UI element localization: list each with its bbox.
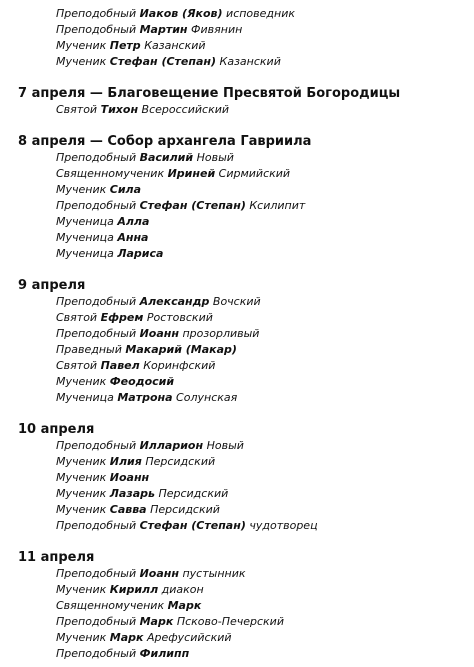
saint-entry [56, 502, 220, 518]
saint-title: Мученица [56, 215, 114, 228]
saint-entry [56, 38, 206, 54]
saint-name: Илларион [139, 439, 204, 452]
saint-entry [56, 582, 204, 598]
saint-epithet: Персидский [145, 455, 216, 468]
saint-name: Тихон [100, 103, 139, 116]
saint-epithet: Псково-Печерский [176, 615, 284, 628]
saint-entry [56, 150, 234, 166]
saint-epithet: Персидский [158, 487, 229, 500]
saint-entry [56, 22, 242, 38]
date-heading: 7 апреля — Благовещение Пресвятой Богородицы [18, 86, 401, 101]
saint-name: Василий [139, 151, 194, 164]
saint-title: Мученик [56, 503, 107, 516]
saint-name: Марк [167, 599, 202, 612]
saint-entry [56, 486, 228, 502]
saint-entry [56, 230, 148, 246]
saint-epithet: Коринфский [143, 359, 216, 372]
saint-epithet: Арефусийский [146, 631, 232, 644]
saint-name: Стефан (Степан) [109, 55, 217, 68]
saint-epithet: Вочский [212, 295, 261, 308]
saint-name: Кирилл [109, 583, 159, 596]
saint-entry [56, 214, 149, 230]
saint-title: Мученик [56, 39, 107, 52]
saint-epithet: диакон [161, 583, 204, 596]
saint-name: Сила [109, 183, 142, 196]
saint-entry [56, 246, 163, 262]
saint-title: Святой [56, 311, 98, 324]
saint-name: Макарий (Макар) [125, 343, 237, 356]
saint-name: Марк [109, 631, 144, 644]
date-heading: 11 апреля [18, 550, 95, 565]
saint-title: Преподобный [56, 567, 137, 580]
saint-name: Филипп [139, 647, 190, 660]
saint-epithet: чудотворец [249, 519, 318, 532]
saint-entry [56, 598, 201, 614]
saint-name: Мартин [139, 23, 188, 36]
saint-title: Святой [56, 103, 98, 116]
saint-entry [56, 54, 281, 70]
saint-epithet: исповедник [226, 7, 296, 20]
saint-entry [56, 630, 232, 646]
saint-name: Павел [100, 359, 140, 372]
saint-name: Иоанн [109, 471, 150, 484]
saint-title: Преподобный [56, 519, 137, 532]
saint-title: Мученик [56, 55, 107, 68]
saint-entry [56, 198, 305, 214]
saint-name: Савва [109, 503, 147, 516]
saint-title: Мученик [56, 183, 107, 196]
saint-entry [56, 374, 174, 390]
saint-title: Преподобный [56, 647, 137, 660]
saint-epithet: пустынник [182, 567, 246, 580]
saint-title: Мученик [56, 455, 107, 468]
saint-name: Ефрем [100, 311, 144, 324]
saint-epithet: Ксилипит [249, 199, 306, 212]
saint-title: Мученик [56, 471, 107, 484]
saint-title: Священномученик [56, 599, 165, 612]
saint-entry [56, 102, 229, 118]
saint-entry [56, 470, 149, 486]
saint-entry [56, 294, 261, 310]
saint-entry [56, 342, 237, 358]
saint-entry [56, 6, 295, 22]
saint-title: Священномученик [56, 167, 165, 180]
saint-entry [56, 454, 215, 470]
saint-title: Преподобный [56, 151, 137, 164]
saint-name: Стефан (Степан) [139, 199, 246, 212]
saint-entry [56, 166, 290, 182]
saint-title: Преподобный [56, 439, 137, 452]
date-heading: 10 апреля [18, 422, 95, 437]
saint-entry [56, 310, 213, 326]
saint-epithet: Солунская [176, 391, 238, 404]
saint-name: Стефан (Степан) [139, 519, 246, 532]
saint-entry [56, 182, 141, 198]
saint-name: Матрона [117, 391, 173, 404]
saint-title: Преподобный [56, 23, 137, 36]
date-heading: 9 апреля [18, 278, 86, 293]
saint-name: Марк [139, 615, 174, 628]
saint-title: Преподобный [56, 615, 137, 628]
saint-name: Иоанн [139, 567, 179, 580]
saint-entry [56, 646, 189, 662]
saint-name: Лариса [117, 247, 164, 260]
saint-title: Мученик [56, 631, 107, 644]
saint-name: Алла [117, 215, 150, 228]
saint-title: Мученица [56, 247, 114, 260]
saint-name: Феодосий [109, 375, 175, 388]
saint-name: Петр [109, 39, 141, 52]
saint-name: Илия [109, 455, 142, 468]
saint-epithet: Новый [206, 439, 244, 452]
saint-name: Александр [139, 295, 210, 308]
saint-title: Святой [56, 359, 98, 372]
saint-epithet: Ростовский [146, 311, 213, 324]
saint-entry [56, 566, 246, 582]
saint-entry [56, 614, 284, 630]
saint-epithet: Сирмийский [218, 167, 291, 180]
saint-title: Мученица [56, 391, 114, 404]
saint-name: Анна [117, 231, 149, 244]
saint-epithet: Персидский [150, 503, 220, 516]
saint-name: Иоанн [139, 327, 179, 340]
saint-title: Преподобный [56, 327, 137, 340]
saint-title: Мученица [56, 231, 114, 244]
saint-epithet: Всероссийский [141, 103, 230, 116]
saint-entry [56, 390, 237, 406]
saint-name: Лазарь [109, 487, 155, 500]
saint-entry [56, 326, 259, 342]
saint-title: Мученик [56, 375, 107, 388]
saint-epithet: Казанский [144, 39, 206, 52]
saint-title: Преподобный [56, 199, 137, 212]
saint-title: Мученик [56, 487, 107, 500]
saint-name: Иаков (Яков) [139, 7, 223, 20]
saint-name: Ириней [167, 167, 216, 180]
saint-title: Праведный [56, 343, 122, 356]
saint-epithet: Казанский [219, 55, 281, 68]
saint-title: Мученик [56, 583, 107, 596]
saint-entry [56, 358, 215, 374]
saint-title: Преподобный [56, 7, 137, 20]
saint-title: Преподобный [56, 295, 137, 308]
saint-epithet: Фивянин [191, 23, 243, 36]
saint-epithet: Новый [196, 151, 234, 164]
saint-entry [56, 518, 318, 534]
saint-entry [56, 438, 244, 454]
date-heading: 8 апреля — Собор архангела Гавриила [18, 134, 312, 149]
saint-epithet: прозорливый [182, 327, 260, 340]
